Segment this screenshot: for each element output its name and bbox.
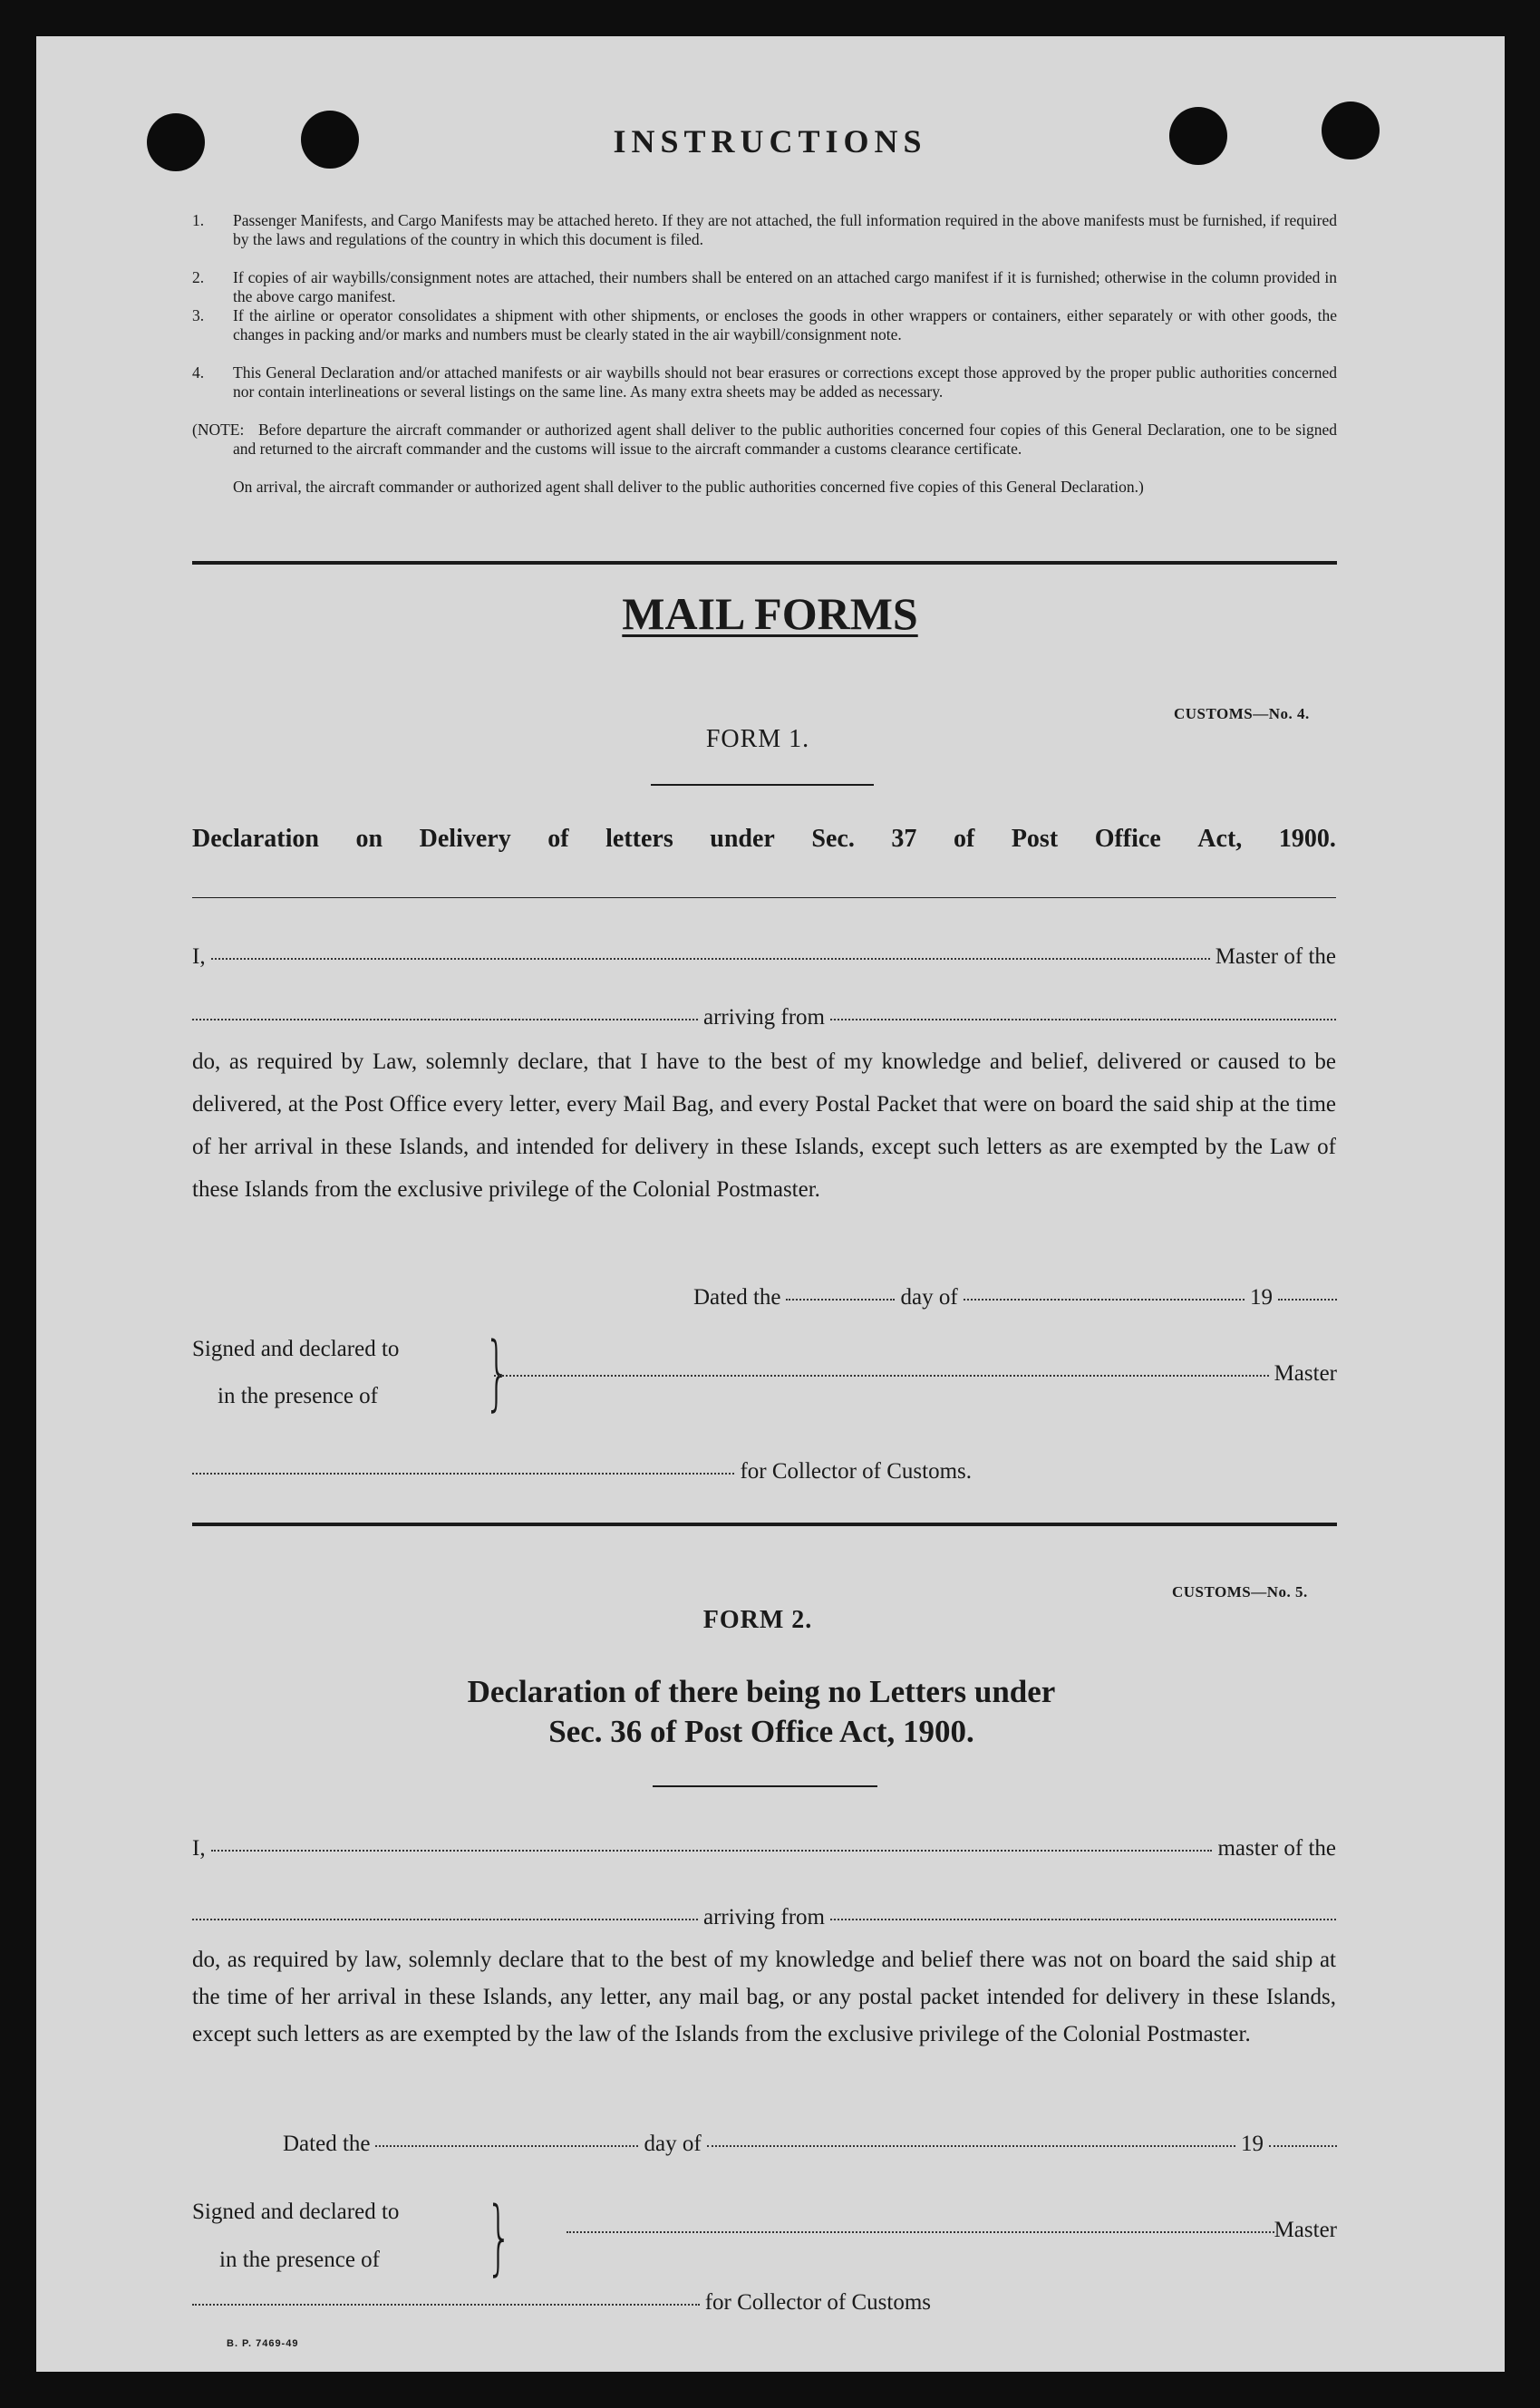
note-lead: (NOTE: <box>192 421 245 439</box>
form1-master-line: I, Master of the <box>192 944 1336 969</box>
form2-title-rule <box>653 1785 877 1787</box>
form1-year-field[interactable] <box>1278 1298 1337 1301</box>
form2-body: do, as required by law, solemnly declare that to the best of my knowledge and belief there was not on board the said ship at the time of her arrival in these Islands, any letter, any mail bag, or any postal packet intended for delivery in these Islands, except such letters as are exempted by the law of the Islands from the exclusive privilege of the Colonial Postmaster. <box>192 1948 1336 2046</box>
form1-dated-line: Dated the day of 19 <box>693 1285 1337 1310</box>
form1-date-field[interactable] <box>786 1298 895 1301</box>
form2-master-line: I, master of the <box>192 1836 1336 1861</box>
form1-master-sign-line: Master <box>494 1361 1337 1387</box>
form1-presence-label: in the presence of <box>218 1384 379 1408</box>
note-departure: Before departure the aircraft commander or authorized agent shall deliver to the public authorities concerned four copies of this General Declaration, one to be signed and returned to the aircraft commander and the customs will issue to the aircraft commander a customs clearance certificate. <box>233 421 1337 458</box>
form2-signed-label: Signed and declared to <box>192 2200 400 2224</box>
form1-arriving-line: arriving from <box>192 1005 1336 1030</box>
section-divider <box>192 1523 1337 1526</box>
form2-arriving-line: arriving from <box>192 1905 1336 1930</box>
form2-declaration-line-2: Sec. 36 of Post Office Act, 1900. <box>548 1714 974 1749</box>
mail-forms-heading: MAIL FORMS <box>622 588 918 639</box>
form1-master-signature-field[interactable] <box>494 1374 1269 1377</box>
form2-date-field[interactable] <box>375 2144 638 2147</box>
form1-customs-number: CUSTOMS—No. 4. <box>1174 705 1310 722</box>
form1-signed-label: Signed and declared to <box>192 1337 400 1361</box>
form2-arriving-from-field[interactable] <box>830 1918 1336 1920</box>
form2-name-field[interactable] <box>211 1849 1213 1852</box>
form1-heading-rule <box>192 897 1336 898</box>
instructions-title: INSTRUCTIONS <box>613 123 927 160</box>
form1-title-rule <box>651 784 874 786</box>
form1-ship-field[interactable] <box>192 1018 698 1020</box>
instruction-item: 2. If copies of air waybills/consignment notes are attached, their numbers shall be entered on an attached cargo manifest if it is furnished; otherwise in the column provided in the above cargo manifest. <box>192 268 1337 305</box>
form2-declaration-line-1: Declaration of there being no Letters under <box>467 1674 1056 1709</box>
form2-master-sign-line: Master <box>567 2218 1337 2243</box>
form1-title: FORM 1. <box>705 725 810 753</box>
brace-icon: } <box>484 1325 510 1420</box>
print-code: B. P. 7469-49 <box>227 2338 299 2349</box>
section-divider <box>192 561 1337 565</box>
instruction-item: 1. Passenger Manifests, and Cargo Manifests may be attached hereto. If they are not attached, the full information required in the above manifests must be furnished, if required by the laws and regulations of the country in which this document is filed. <box>192 211 1337 248</box>
form2-collector-line: for Collector of Customs <box>192 2290 931 2316</box>
form1-collector-line: for Collector of Customs. <box>192 1459 972 1484</box>
instructions-list <box>192 211 1337 524</box>
form2-collector-signature-field[interactable] <box>192 2303 700 2306</box>
instruction-note <box>192 421 1337 520</box>
form2-presence-label: in the presence of <box>219 2248 381 2272</box>
brace-icon: } <box>486 2190 512 2285</box>
instruction-item: 3. If the airline or operator consolidates a shipment with other shipments, or encloses the goods in other wrappers or containers, either separately or with other goods, the changes in packing and/or marks and numbers must be clearly stated in the air waybill/consignment note. <box>192 306 1337 343</box>
form2-master-signature-field[interactable] <box>567 2230 1274 2233</box>
note-arrival: On arrival, the aircraft commander or authorized agent shall deliver to the public authorities concerned five copies of this General Declaration.) <box>233 478 1144 496</box>
form1-name-field[interactable] <box>211 957 1210 960</box>
form1-collector-signature-field[interactable] <box>192 1472 734 1475</box>
form1-declaration-heading: Declaration on Delivery of letters under Sec. 37 of Post Office Act, 1900. <box>192 825 1336 853</box>
form1-arriving-from-field[interactable] <box>830 1018 1336 1020</box>
form2-dated-line: Dated the day of 19 <box>283 2132 1337 2157</box>
form2-month-field[interactable] <box>707 2144 1235 2147</box>
instruction-item: 4. This General Declaration and/or attached manifests or air waybills should not bear erasures or corrections except those approved by the proper public authorities concerned nor contain interlineations or several listings on the same line. As many extra sheets may be added as necessary. <box>192 363 1337 401</box>
form2-customs-number: CUSTOMS—No. 5. <box>1172 1583 1308 1600</box>
form1-body: do, as required by Law, solemnly declare, that I have to the best of my knowledge and belief, delivered or caused to be delivered, at the Post Office every letter, every Mail Bag, and every Postal Packet that were on board the said ship at the time of her arrival in these Islands, and intended for delivery in these Islands, except such letters as are exempted by the Law of these Islands from the exclusive privilege of the Colonial Postmaster. <box>192 1049 1336 1202</box>
form2-ship-field[interactable] <box>192 1918 698 1920</box>
form2-year-field[interactable] <box>1269 2144 1337 2147</box>
form2-title: FORM 2. <box>702 1606 813 1634</box>
form1-month-field[interactable] <box>964 1298 1245 1301</box>
